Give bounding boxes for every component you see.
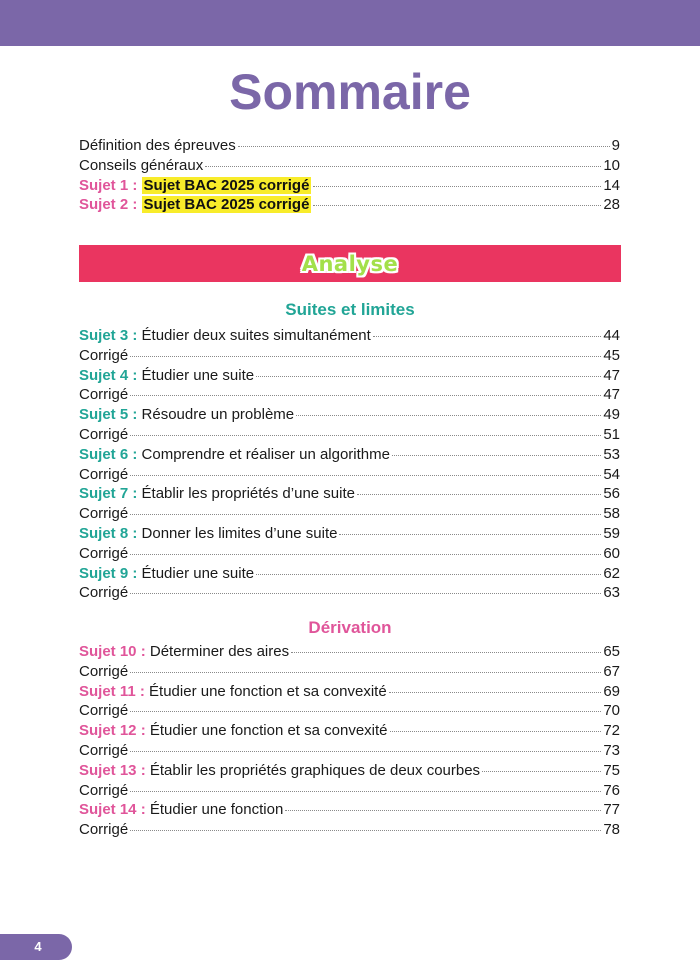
dot-leader — [130, 710, 601, 712]
toc-page: 75 — [603, 761, 620, 779]
toc-row[interactable] — [79, 564, 620, 584]
toc-row[interactable] — [79, 425, 620, 445]
toc-page: 69 — [603, 682, 620, 700]
page-number: 4 — [0, 934, 72, 960]
sujet-prefix: Sujet 7 : — [79, 485, 138, 503]
toc-page: 54 — [603, 465, 620, 483]
highlighted-title: Sujet BAC 2025 corrigé — [143, 196, 310, 214]
dot-leader — [313, 185, 601, 187]
toc-label: Corrigé — [79, 465, 129, 483]
dot-leader — [256, 375, 601, 377]
dot-leader — [130, 671, 601, 673]
toc-label — [79, 564, 254, 584]
sujet-prefix: Sujet 10 : — [79, 643, 146, 660]
toc-page: 56 — [603, 485, 620, 503]
dot-leader — [392, 454, 601, 456]
sujet-prefix: Sujet 11 : — [79, 682, 145, 700]
dot-leader — [130, 394, 601, 396]
sujet-prefix: Sujet 6 : — [79, 445, 138, 463]
toc-row[interactable] — [79, 642, 620, 662]
sujet-title: Donner les limites d’une suite — [141, 524, 338, 542]
dot-leader — [373, 335, 601, 337]
toc-row[interactable] — [79, 544, 620, 564]
toc-page: 14 — [603, 176, 620, 194]
toc-page: 47 — [603, 386, 620, 404]
toc-label — [79, 405, 294, 425]
sujet-prefix: Sujet 8 : — [79, 524, 138, 542]
sujet-title: Établir les propriétés graphiques de deux courbes — [149, 761, 481, 779]
toc-label: Définition des épreuves — [79, 137, 236, 154]
sujet-title: Étudier une fonction — [149, 801, 284, 819]
toc-label: Corrigé — [79, 544, 129, 562]
toc-label: Corrigé — [79, 505, 129, 523]
toc-label — [79, 800, 283, 820]
toc-label: Corrigé — [79, 425, 129, 443]
dot-leader — [296, 414, 601, 416]
toc-row[interactable] — [79, 781, 620, 801]
sujet-prefix: Sujet 3 : — [79, 327, 138, 344]
toc-label: Corrigé — [79, 662, 129, 680]
dot-leader — [339, 533, 601, 535]
toc-label — [79, 761, 480, 781]
toc-row[interactable] — [79, 385, 620, 405]
toc-label: Corrigé — [79, 386, 129, 404]
toc-page: 9 — [611, 137, 620, 154]
dot-leader — [357, 493, 601, 495]
sujet-prefix: Sujet 4 : — [79, 366, 138, 384]
toc-row[interactable] — [79, 195, 620, 215]
toc-label — [79, 484, 355, 504]
sujet-prefix: Sujet 2 : — [79, 196, 138, 214]
toc-page: 62 — [603, 564, 620, 582]
toc-page: 65 — [603, 643, 620, 660]
toc-row[interactable] — [79, 820, 620, 840]
toc-row[interactable] — [79, 761, 620, 781]
toc-row[interactable] — [79, 484, 620, 504]
toc-row[interactable] — [79, 366, 620, 386]
toc-row[interactable] — [79, 682, 620, 702]
toc-intro — [79, 136, 620, 215]
toc-label: Corrigé — [79, 346, 129, 364]
dot-leader — [130, 434, 601, 436]
dot-leader — [205, 165, 601, 167]
toc-page: 67 — [603, 662, 620, 680]
sujet-prefix: Sujet 9 : — [79, 564, 138, 582]
toc-page: 28 — [603, 196, 620, 214]
toc-label — [79, 176, 311, 196]
toc-row[interactable] — [79, 524, 620, 544]
dot-leader — [390, 730, 602, 732]
dot-leader — [291, 651, 601, 653]
toc-row[interactable] — [79, 662, 620, 682]
toc-row[interactable] — [79, 741, 620, 761]
highlighted-title: Sujet BAC 2025 corrigé — [143, 176, 310, 194]
dot-leader — [130, 750, 601, 752]
sujet-title: Résoudre un problème — [141, 406, 295, 424]
toc-label — [79, 366, 254, 386]
banner-title: Analyse — [301, 251, 399, 276]
toc-row[interactable] — [79, 701, 620, 721]
toc-row[interactable] — [79, 445, 620, 465]
toc-row[interactable] — [79, 721, 620, 741]
page-title: Sommaire — [229, 64, 471, 120]
toc-suites — [79, 326, 620, 603]
dot-leader — [256, 573, 601, 575]
toc-row[interactable] — [79, 326, 620, 346]
sujet-title: Établir les propriétés d’une suite — [141, 485, 355, 503]
toc-row[interactable] — [79, 800, 620, 820]
toc-page: 77 — [603, 801, 620, 819]
toc-row[interactable] — [79, 504, 620, 524]
toc-row[interactable] — [79, 465, 620, 485]
toc-label: Corrigé — [79, 702, 129, 720]
top-bar — [0, 0, 700, 46]
dot-leader — [130, 513, 601, 515]
toc-page: 58 — [603, 505, 620, 523]
toc-page: 60 — [603, 544, 620, 562]
dot-leader — [285, 809, 601, 811]
dot-leader — [130, 829, 601, 831]
dot-leader — [130, 355, 601, 357]
toc-page: 44 — [603, 327, 620, 344]
toc-label — [79, 445, 390, 465]
dot-leader — [130, 474, 601, 476]
toc-row[interactable] — [79, 156, 620, 176]
toc-label: Corrigé — [79, 821, 129, 839]
sujet-title: Étudier une suite — [141, 366, 255, 384]
sujet-title: Déterminer des aires — [149, 643, 290, 660]
toc-label — [79, 721, 388, 741]
sujet-prefix: Sujet 13 : — [79, 761, 146, 779]
toc-label — [79, 195, 311, 215]
toc-page: 63 — [603, 584, 620, 602]
sujet-title: Étudier deux suites simultanément — [141, 327, 371, 344]
dot-leader — [482, 770, 601, 772]
toc-label: Corrigé — [79, 741, 129, 759]
toc-page: 72 — [603, 722, 620, 740]
toc-label — [79, 326, 371, 346]
sujet-prefix: Sujet 12 : — [79, 722, 146, 740]
sujet-title: Étudier une fonction et sa convexité — [149, 682, 387, 700]
toc-page: 45 — [603, 346, 620, 364]
toc-label: Corrigé — [79, 584, 129, 602]
toc-page: 59 — [603, 524, 620, 542]
dot-leader — [130, 790, 601, 792]
dot-leader — [130, 592, 601, 594]
toc-page: 73 — [603, 741, 620, 759]
section-banner — [79, 245, 621, 282]
toc-row[interactable] — [79, 176, 620, 196]
toc-row[interactable] — [79, 405, 620, 425]
toc-derivation — [79, 642, 620, 840]
sujet-prefix: Sujet 14 : — [79, 801, 146, 819]
toc-label — [79, 682, 387, 702]
toc-row[interactable] — [79, 136, 620, 156]
dot-leader — [313, 204, 601, 206]
sujet-prefix: Sujet 5 : — [79, 406, 138, 424]
sujet-prefix: Sujet 1 : — [79, 176, 138, 194]
sujet-title: Étudier une suite — [141, 564, 255, 582]
sujet-title: Étudier une fonction et sa convexité — [149, 722, 388, 740]
dot-leader — [130, 553, 601, 555]
dot-leader — [389, 691, 602, 693]
toc-label: Conseils généraux — [79, 156, 204, 174]
toc-page: 70 — [603, 702, 620, 720]
section-heading-suites: Suites et limites — [285, 300, 415, 319]
dot-leader — [238, 145, 610, 147]
toc-page: 53 — [603, 445, 620, 463]
toc-label — [79, 524, 337, 544]
toc-page: 78 — [603, 821, 620, 839]
toc-row[interactable] — [79, 346, 620, 366]
toc-page: 51 — [603, 425, 620, 443]
toc-label — [79, 642, 289, 662]
toc-page: 10 — [603, 156, 620, 174]
sujet-title: Comprendre et réaliser un algorithme — [141, 445, 390, 463]
toc-page: 47 — [603, 366, 620, 384]
toc-label: Corrigé — [79, 781, 129, 799]
section-heading-derivation: Dérivation — [308, 618, 392, 637]
toc-page: 49 — [603, 406, 620, 424]
toc-page: 76 — [603, 781, 620, 799]
toc-row[interactable] — [79, 583, 620, 603]
